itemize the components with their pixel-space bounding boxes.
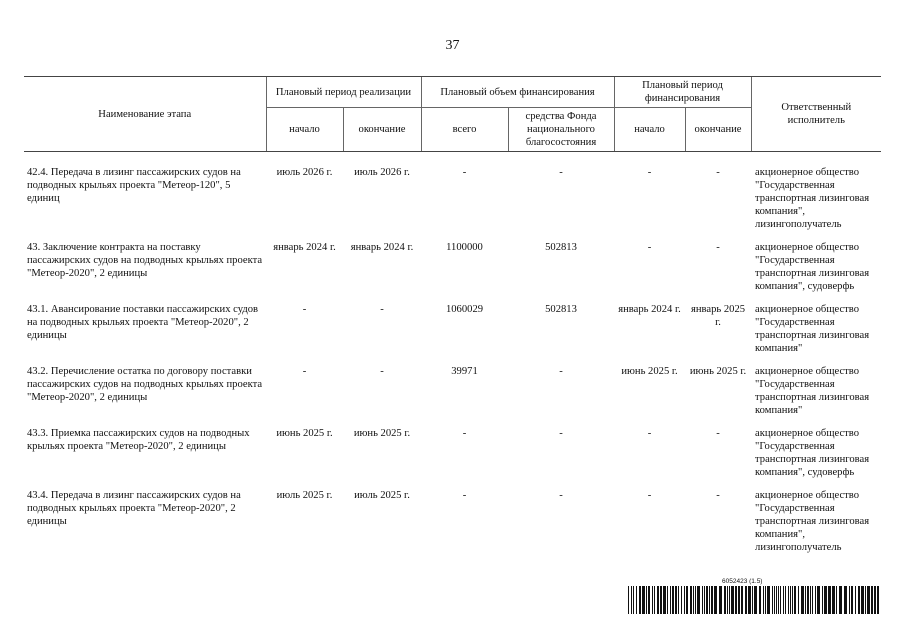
total-cell: - [462, 490, 467, 501]
funding-volume-header: Плановый объем финансирования [421, 77, 614, 108]
table-row [24, 365, 881, 427]
total-cell: - [462, 428, 467, 439]
nwf-header: средства Фонда национального благосостояния [508, 108, 614, 152]
total-header: всего [421, 108, 508, 152]
nwf-cell: - [559, 490, 563, 501]
barcode [628, 578, 880, 616]
impl-end-cell: - [380, 304, 384, 315]
stage-cell: 43.3. Приемка пассажирских судов на подводных крыльях проекта "Метеор-2020", 2 единицы [27, 428, 250, 452]
fin-end-header: окончание [685, 108, 751, 152]
impl-start-cell: июль 2025 г. [276, 490, 333, 501]
stage-name-header: Наименование этапа [24, 77, 266, 152]
impl-start-cell: июль 2026 г. [276, 167, 333, 178]
stage-cell: 43.1. Авансирование поставки пассажирских судов на подводных крыльях проекта "Метеор-2020", 2 единицы [27, 304, 259, 341]
plan-table [24, 76, 881, 564]
total-cell: 39971 [451, 366, 478, 377]
impl-period-header: Плановый период реализации [266, 77, 421, 108]
impl-start-cell: - [302, 304, 307, 315]
barcode-number: 6052423 (1.5) [722, 578, 763, 585]
responsible-cell: акционерное общество "Государственная транспортная лизинговая компания" [755, 366, 870, 416]
nwf-cell: - [559, 428, 563, 439]
responsible-cell: акционерное общество "Государственная транспортная лизинговая компания", судоверфь [755, 242, 870, 292]
fin-start-cell: - [647, 242, 652, 253]
impl-end-cell: июнь 2025 г. [353, 428, 411, 439]
page-number: 37 [445, 38, 460, 53]
impl-start-cell: январь 2024 г. [273, 242, 336, 253]
nwf-cell: 502813 [545, 242, 577, 253]
responsible-cell: акционерное общество "Государственная транспортная лизинговая компания", судоверфь [755, 428, 870, 478]
table-row [24, 241, 881, 303]
stage-cell: 42.4. Передача в лизинг пассажирских судов на подводных крыльях проекта "Метеор-120", 5 единиц [27, 167, 241, 204]
table-body [24, 152, 881, 565]
total-cell: - [462, 167, 467, 178]
fin-end-cell: июнь 2025 г. [689, 366, 747, 377]
impl-end-cell: июль 2025 г. [354, 490, 410, 501]
nwf-cell: - [559, 366, 563, 377]
fin-start-cell: июнь 2025 г. [621, 366, 678, 377]
nwf-cell: - [559, 167, 563, 178]
funding-period-header: Плановый период финансирования [614, 77, 751, 108]
fin-end-cell: - [716, 428, 720, 439]
total-cell: 1060029 [445, 304, 484, 315]
stage-cell: 43.2. Перечисление остатка по договору поставки пассажирских судов на подводных крыльях проекта "Метеор-2020", 2 единицы [27, 366, 263, 403]
responsible-cell: акционерное общество "Государственная транспортная лизинговая компания", лизингополучатель [755, 490, 870, 553]
impl-end-cell: январь 2024 г. [350, 242, 414, 253]
responsible-cell: акционерное общество "Государственная транспортная лизинговая компания" [755, 304, 870, 354]
stage-cell: 43.4. Передача в лизинг пассажирских судов на подводных крыльях проекта "Метеор-2020", 2 единицы [27, 490, 241, 527]
responsible-header: Ответственный исполнитель [751, 77, 881, 152]
impl-end-cell: - [380, 366, 384, 377]
table-row [24, 166, 881, 241]
table-row [24, 489, 881, 564]
fin-start-cell: - [647, 167, 652, 178]
impl-start-cell: июнь 2025 г. [276, 428, 333, 439]
total-cell: 1100000 [446, 242, 483, 253]
fin-start-cell: - [647, 428, 652, 439]
table-row [24, 427, 881, 489]
barcode-graphic [628, 586, 880, 614]
nwf-cell: 502813 [545, 304, 577, 315]
stage-cell: 43. Заключение контракта на поставку пассажирских судов на подводных крыльях проекта "Метеор-2020", 2 единицы [27, 242, 263, 279]
fin-start-cell: - [647, 490, 652, 501]
fin-end-cell: - [716, 490, 720, 501]
impl-end-header: окончание [343, 108, 421, 152]
impl-start-cell: - [302, 366, 307, 377]
fin-end-cell: - [716, 167, 720, 178]
table-header [24, 77, 881, 152]
responsible-cell: акционерное общество "Государственная транспортная лизинговая компания", лизингополучатель [755, 167, 870, 230]
fin-start-header: начало [614, 108, 685, 152]
table-row [24, 303, 881, 365]
fin-end-cell: январь 2025 г. [690, 304, 746, 328]
fin-start-cell: январь 2024 г. [618, 304, 681, 315]
impl-start-header: начало [266, 108, 343, 152]
impl-end-cell: июль 2026 г. [354, 167, 410, 178]
fin-end-cell: - [716, 242, 720, 253]
